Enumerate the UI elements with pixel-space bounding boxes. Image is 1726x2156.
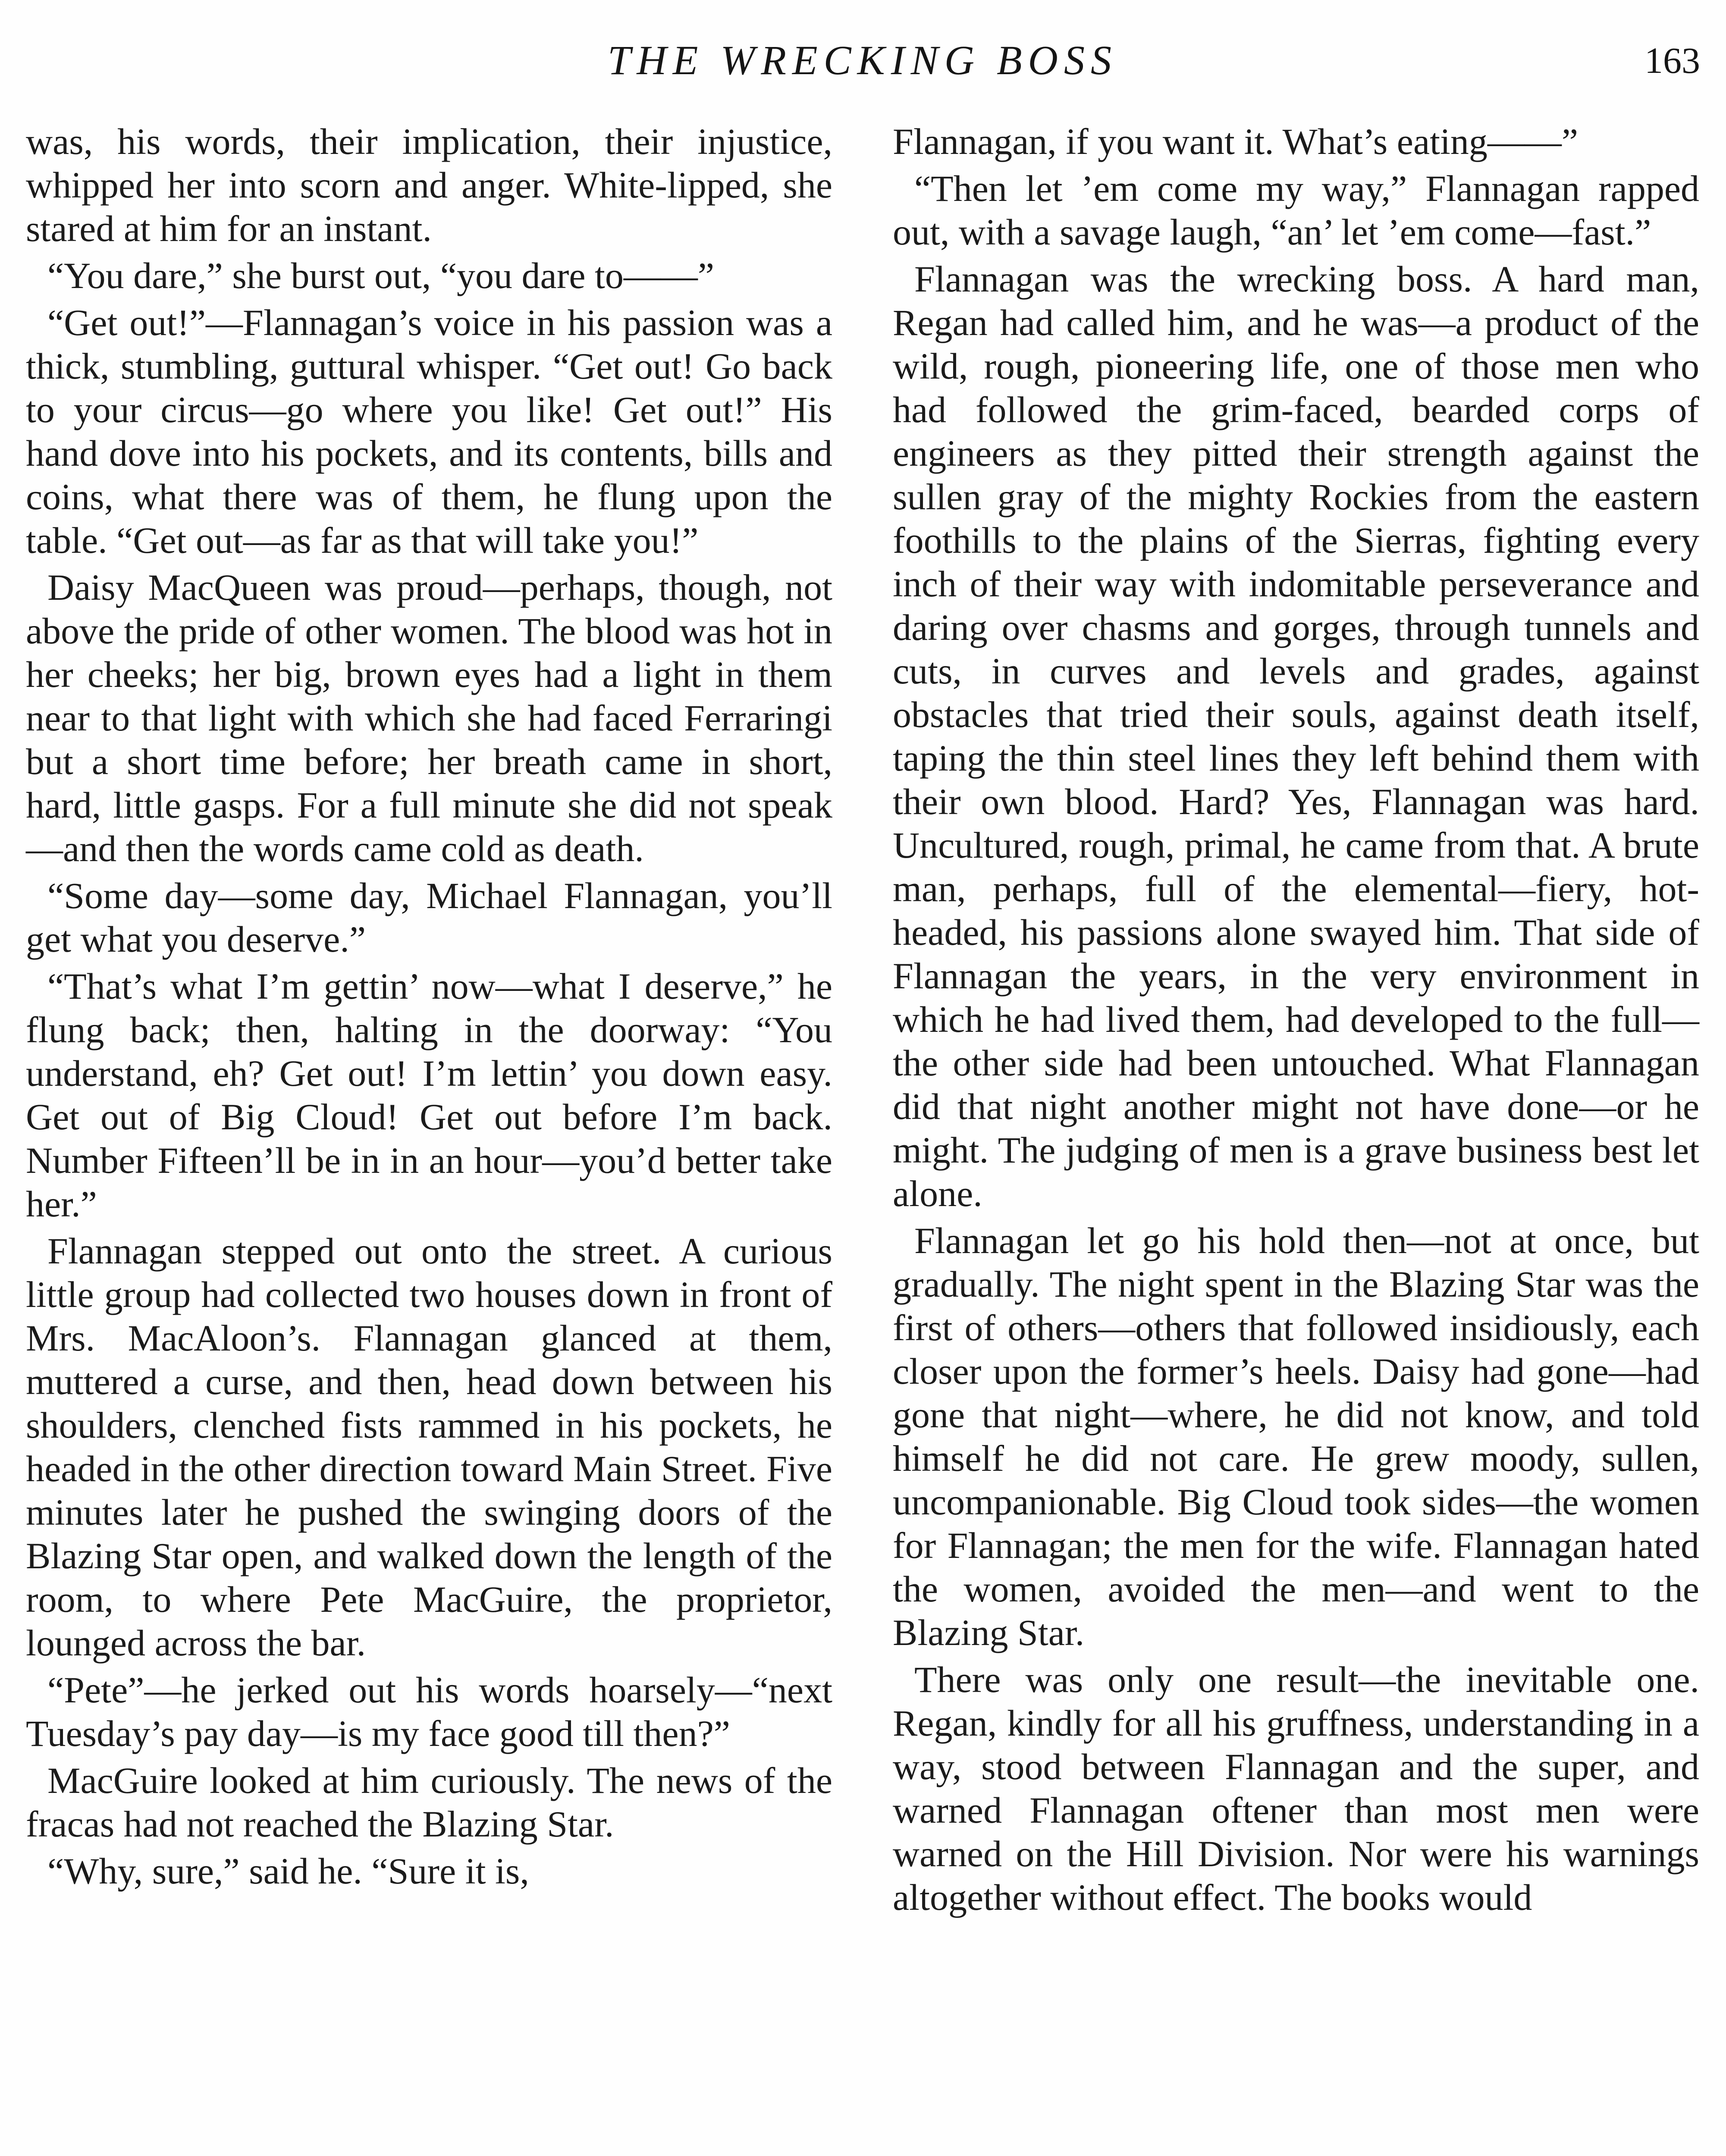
page-number: 163 bbox=[1644, 40, 1700, 81]
left-column bbox=[26, 120, 832, 1896]
paragraph: “Why, sure,” said he. “Sure it is, bbox=[47, 1850, 529, 1892]
paragraph: Daisy MacQueen was proud—perhaps, though, not above the pride of other women. The blood was hot in her cheeks; her big, brown eyes had a light in them near to that light with which she had faced Ferraringi but a short time before; her breath came in short, hard, little gasps. For a full minute she did not speak—and then the words came cold as death. bbox=[26, 567, 832, 869]
paragraph: “Get out!”—Flannagan’s voice in his passion was a thick, stumbling, guttural whisper. “Get out! Go back to your circus—go where you like! Get out!” His hand dove into his pockets, and its contents, bills and coins, what there was of them, he flung upon the table. “Get out—as far as that will take you!” bbox=[26, 302, 832, 561]
paragraph: “Pete”—he jerked out his words hoarsely—“next Tuesday’s pay day—is my face good till then?” bbox=[26, 1669, 832, 1754]
paragraph: Flannagan, if you want it. What’s eating——” bbox=[893, 121, 1579, 162]
paragraph: “Then let ’em come my way,” Flannagan rapped out, with a savage laugh, “an’ let ’em come—fast.” bbox=[893, 168, 1699, 253]
paragraph: Flannagan was the wrecking boss. A hard man, Regan had called him, and he was—a product of the wild, rough, pioneering life, one of those men who had followed the grim-faced, bearded corps of engineers as they pitted their strength against the sullen gray of the mighty Rockies from the eastern foothills to the plains of the Sierras, fighting every inch of their way with indomitable perseverance and daring over chasms and gorges, through tunnels and cuts, in curves and levels and grades, against obstacles that tried their souls, against death itself, taping the thin steel lines they left behind them with their own blood. Hard? Yes, Flannagan was hard. Uncultured, rough, primal, he came from that. A brute man, perhaps, full of the elemental—fiery, hot-headed, his passions alone swayed him. That side of Flannagan the years, in the very environment in which he had lived them, had developed to the full—the other side had been untouched. What Flannagan did that night another might not have done—or he might. The judging of men is a grave business best let alone. bbox=[893, 258, 1699, 1214]
paragraph: “Some day—some day, Michael Flannagan, you’ll get what you deserve.” bbox=[26, 875, 832, 960]
page-header bbox=[0, 30, 1726, 91]
paragraph: Flannagan stepped out onto the street. A curious little group had collected two houses down in front of Mrs. MacAloon’s. Flannagan glanced at them, muttered a curse, and then, head down between his shoulders, clenched fists rammed in his pockets, he headed in the other direction toward Main Street. Five minutes later he pushed the swinging doors of the Blazing Star open, and walked down the length of the room, to where Pete MacGuire, the proprietor, lounged across the bar. bbox=[26, 1230, 832, 1664]
right-column bbox=[893, 120, 1699, 1923]
paragraph: was, his words, their implication, their injustice, whipped her into scorn and anger. White-lipped, she stared at him for an instant. bbox=[26, 121, 832, 249]
paragraph: Flannagan let go his hold then—not at once, but gradually. The night spent in the Blazing Star was the first of others—others that followed insidiously, each closer upon the former’s heels. Daisy had gone—had gone that night—where, he did not know, and told himself he did not care. He grew moody, sullen, uncompanionable. Big Cloud took sides—the women for Flannagan; the men for the wife. Flannagan hated the women, avoided the men—and went to the Blazing Star. bbox=[893, 1220, 1699, 1653]
paragraph: MacGuire looked at him curiously. The news of the fracas had not reached the Blazing Star. bbox=[26, 1760, 832, 1845]
paragraph: “That’s what I’m gettin’ now—what I deserve,” he flung back; then, halting in the doorway: “You understand, eh? Get out! I’m lettin’ you down easy. Get out of Big Cloud! Get out before I’m back. Number Fifteen’ll be in in an hour—you’d better take her.” bbox=[26, 965, 832, 1225]
paragraph: “You dare,” she burst out, “you dare to——” bbox=[47, 255, 715, 296]
running-title: THE WRECKING BOSS bbox=[608, 37, 1117, 83]
paragraph: There was only one result—the inevitable one. Regan, kindly for all his gruffness, understanding in a way, stood between Flannagan and the super, and warned Flannagan oftener than most men were warned on the Hill Division. Nor were his warnings altogether without effect. The books would bbox=[893, 1659, 1699, 1918]
